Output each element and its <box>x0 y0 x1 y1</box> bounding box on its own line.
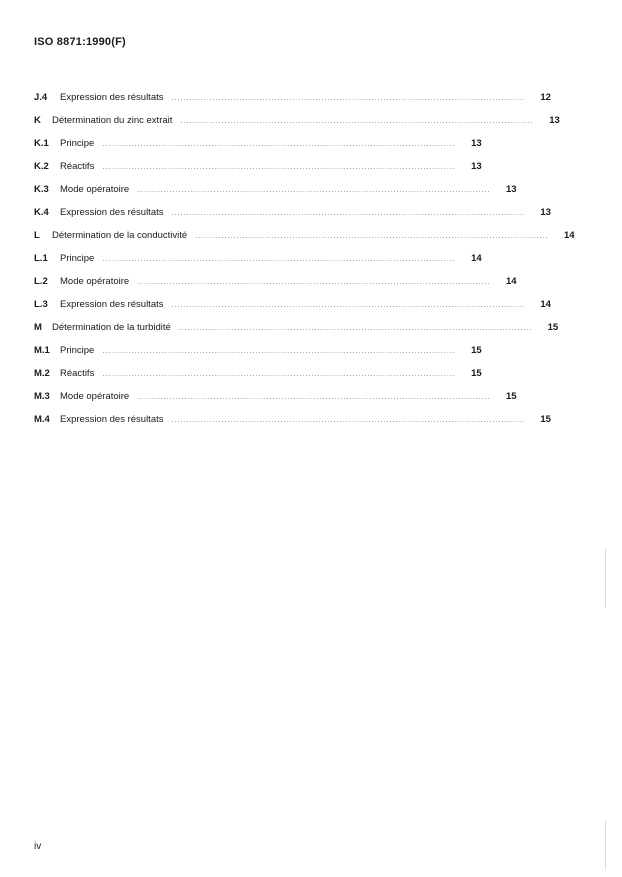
toc-entry-page: 15 <box>471 345 482 356</box>
toc-entry-page: 15 <box>471 368 482 379</box>
toc-dot-leader: ........................................................................................................................ <box>171 210 525 217</box>
toc-dot-leader: ........................................................................................................................ <box>102 348 456 355</box>
scan-artifact-line <box>605 548 606 608</box>
toc-entry <box>34 230 575 253</box>
toc-dot-leader: ........................................................................................................................ <box>171 417 525 424</box>
toc-dot-leader: ........................................................................................................................ <box>137 394 491 401</box>
toc-dot-leader: ........................................................................................................................ <box>195 233 549 240</box>
toc-entry-title: Mode opératoire <box>60 276 130 287</box>
toc-entry-page: 13 <box>540 207 551 218</box>
toc-entry-title: Expression des résultats <box>60 299 164 310</box>
toc-entry-title: Principe <box>60 253 95 264</box>
toc-entry-title: Mode opératoire <box>60 184 130 195</box>
toc-entry-page: 13 <box>471 161 482 172</box>
toc-dot-leader: ........................................................................................................................ <box>102 371 456 378</box>
toc-entry <box>34 184 517 207</box>
toc-entry-title: Expression des résultats <box>60 414 164 425</box>
toc-entry-page: 15 <box>506 391 517 402</box>
toc-entry <box>34 138 482 161</box>
toc-entry <box>34 368 482 391</box>
document-identifier: ISO 8871:1990(F) <box>34 36 126 48</box>
toc-entry-number: K.4 <box>34 207 49 218</box>
toc-entry-page: 15 <box>540 414 551 425</box>
toc-entry-number: J.4 <box>34 92 48 103</box>
toc-entry-title: Détermination de la conductivité <box>52 230 188 241</box>
toc-entry-page: 14 <box>540 299 551 310</box>
toc-dot-leader: ........................................................................................................................ <box>171 95 525 102</box>
toc-entry-number: K.3 <box>34 184 49 195</box>
toc-entry-title: Détermination du zinc extrait <box>52 115 173 126</box>
toc-entry-number: L.3 <box>34 299 48 310</box>
toc-entry-number: M.2 <box>34 368 50 379</box>
toc-entry-number: K <box>34 115 41 126</box>
toc-entry-number: M.3 <box>34 391 50 402</box>
toc-entry <box>34 253 482 276</box>
toc-entry <box>34 414 551 437</box>
toc-entry-page: 14 <box>506 276 517 287</box>
scan-artifact-line <box>605 820 606 870</box>
toc-entry-title: Mode opératoire <box>60 391 130 402</box>
toc-entry-page: 14 <box>471 253 482 264</box>
toc-entry-number: L.2 <box>34 276 48 287</box>
table-of-contents <box>34 92 575 437</box>
toc-entry-title: Expression des résultats <box>60 207 164 218</box>
toc-entry <box>34 391 517 414</box>
toc-entry-page: 13 <box>506 184 517 195</box>
page-number: iv <box>34 841 42 852</box>
toc-entry-title: Réactifs <box>60 161 95 172</box>
toc-dot-leader: ........................................................................................................................ <box>180 118 534 125</box>
toc-entry <box>34 115 560 138</box>
toc-entry-title: Principe <box>60 345 95 356</box>
toc-entry <box>34 322 559 345</box>
toc-entry-number: L.1 <box>34 253 48 264</box>
toc-entry-page: 12 <box>540 92 551 103</box>
toc-dot-leader: ........................................................................................................................ <box>137 187 491 194</box>
toc-entry-title: Réactifs <box>60 368 95 379</box>
toc-dot-leader: ........................................................................................................................ <box>178 325 533 332</box>
toc-dot-leader: ........................................................................................................................ <box>171 302 525 309</box>
toc-dot-leader: ........................................................................................................................ <box>102 164 456 171</box>
toc-dot-leader: ........................................................................................................................ <box>102 141 456 148</box>
toc-entry-number: M.4 <box>34 414 50 425</box>
toc-entry-page: 15 <box>547 322 559 333</box>
toc-entry-title: Détermination de la turbidité <box>52 322 171 333</box>
toc-entry-page: 14 <box>564 230 575 241</box>
toc-entry <box>34 299 551 322</box>
toc-entry-number: K.2 <box>34 161 49 172</box>
toc-entry-page: 13 <box>549 115 560 126</box>
toc-entry-number: M <box>34 322 42 333</box>
toc-entry <box>34 207 551 230</box>
toc-entry-title: Expression des résultats <box>60 92 164 103</box>
toc-entry-number: L <box>34 230 40 241</box>
toc-dot-leader: ........................................................................................................................ <box>137 279 491 286</box>
toc-entry <box>34 345 482 368</box>
toc-dot-leader: ........................................................................................................................ <box>102 256 456 263</box>
toc-entry-number: M.1 <box>34 345 50 356</box>
toc-entry <box>34 276 517 299</box>
toc-entry-page: 13 <box>471 138 482 149</box>
toc-entry <box>34 161 482 184</box>
toc-entry-title: Principe <box>60 138 95 149</box>
toc-entry <box>34 92 551 115</box>
toc-entry-number: K.1 <box>34 138 49 149</box>
